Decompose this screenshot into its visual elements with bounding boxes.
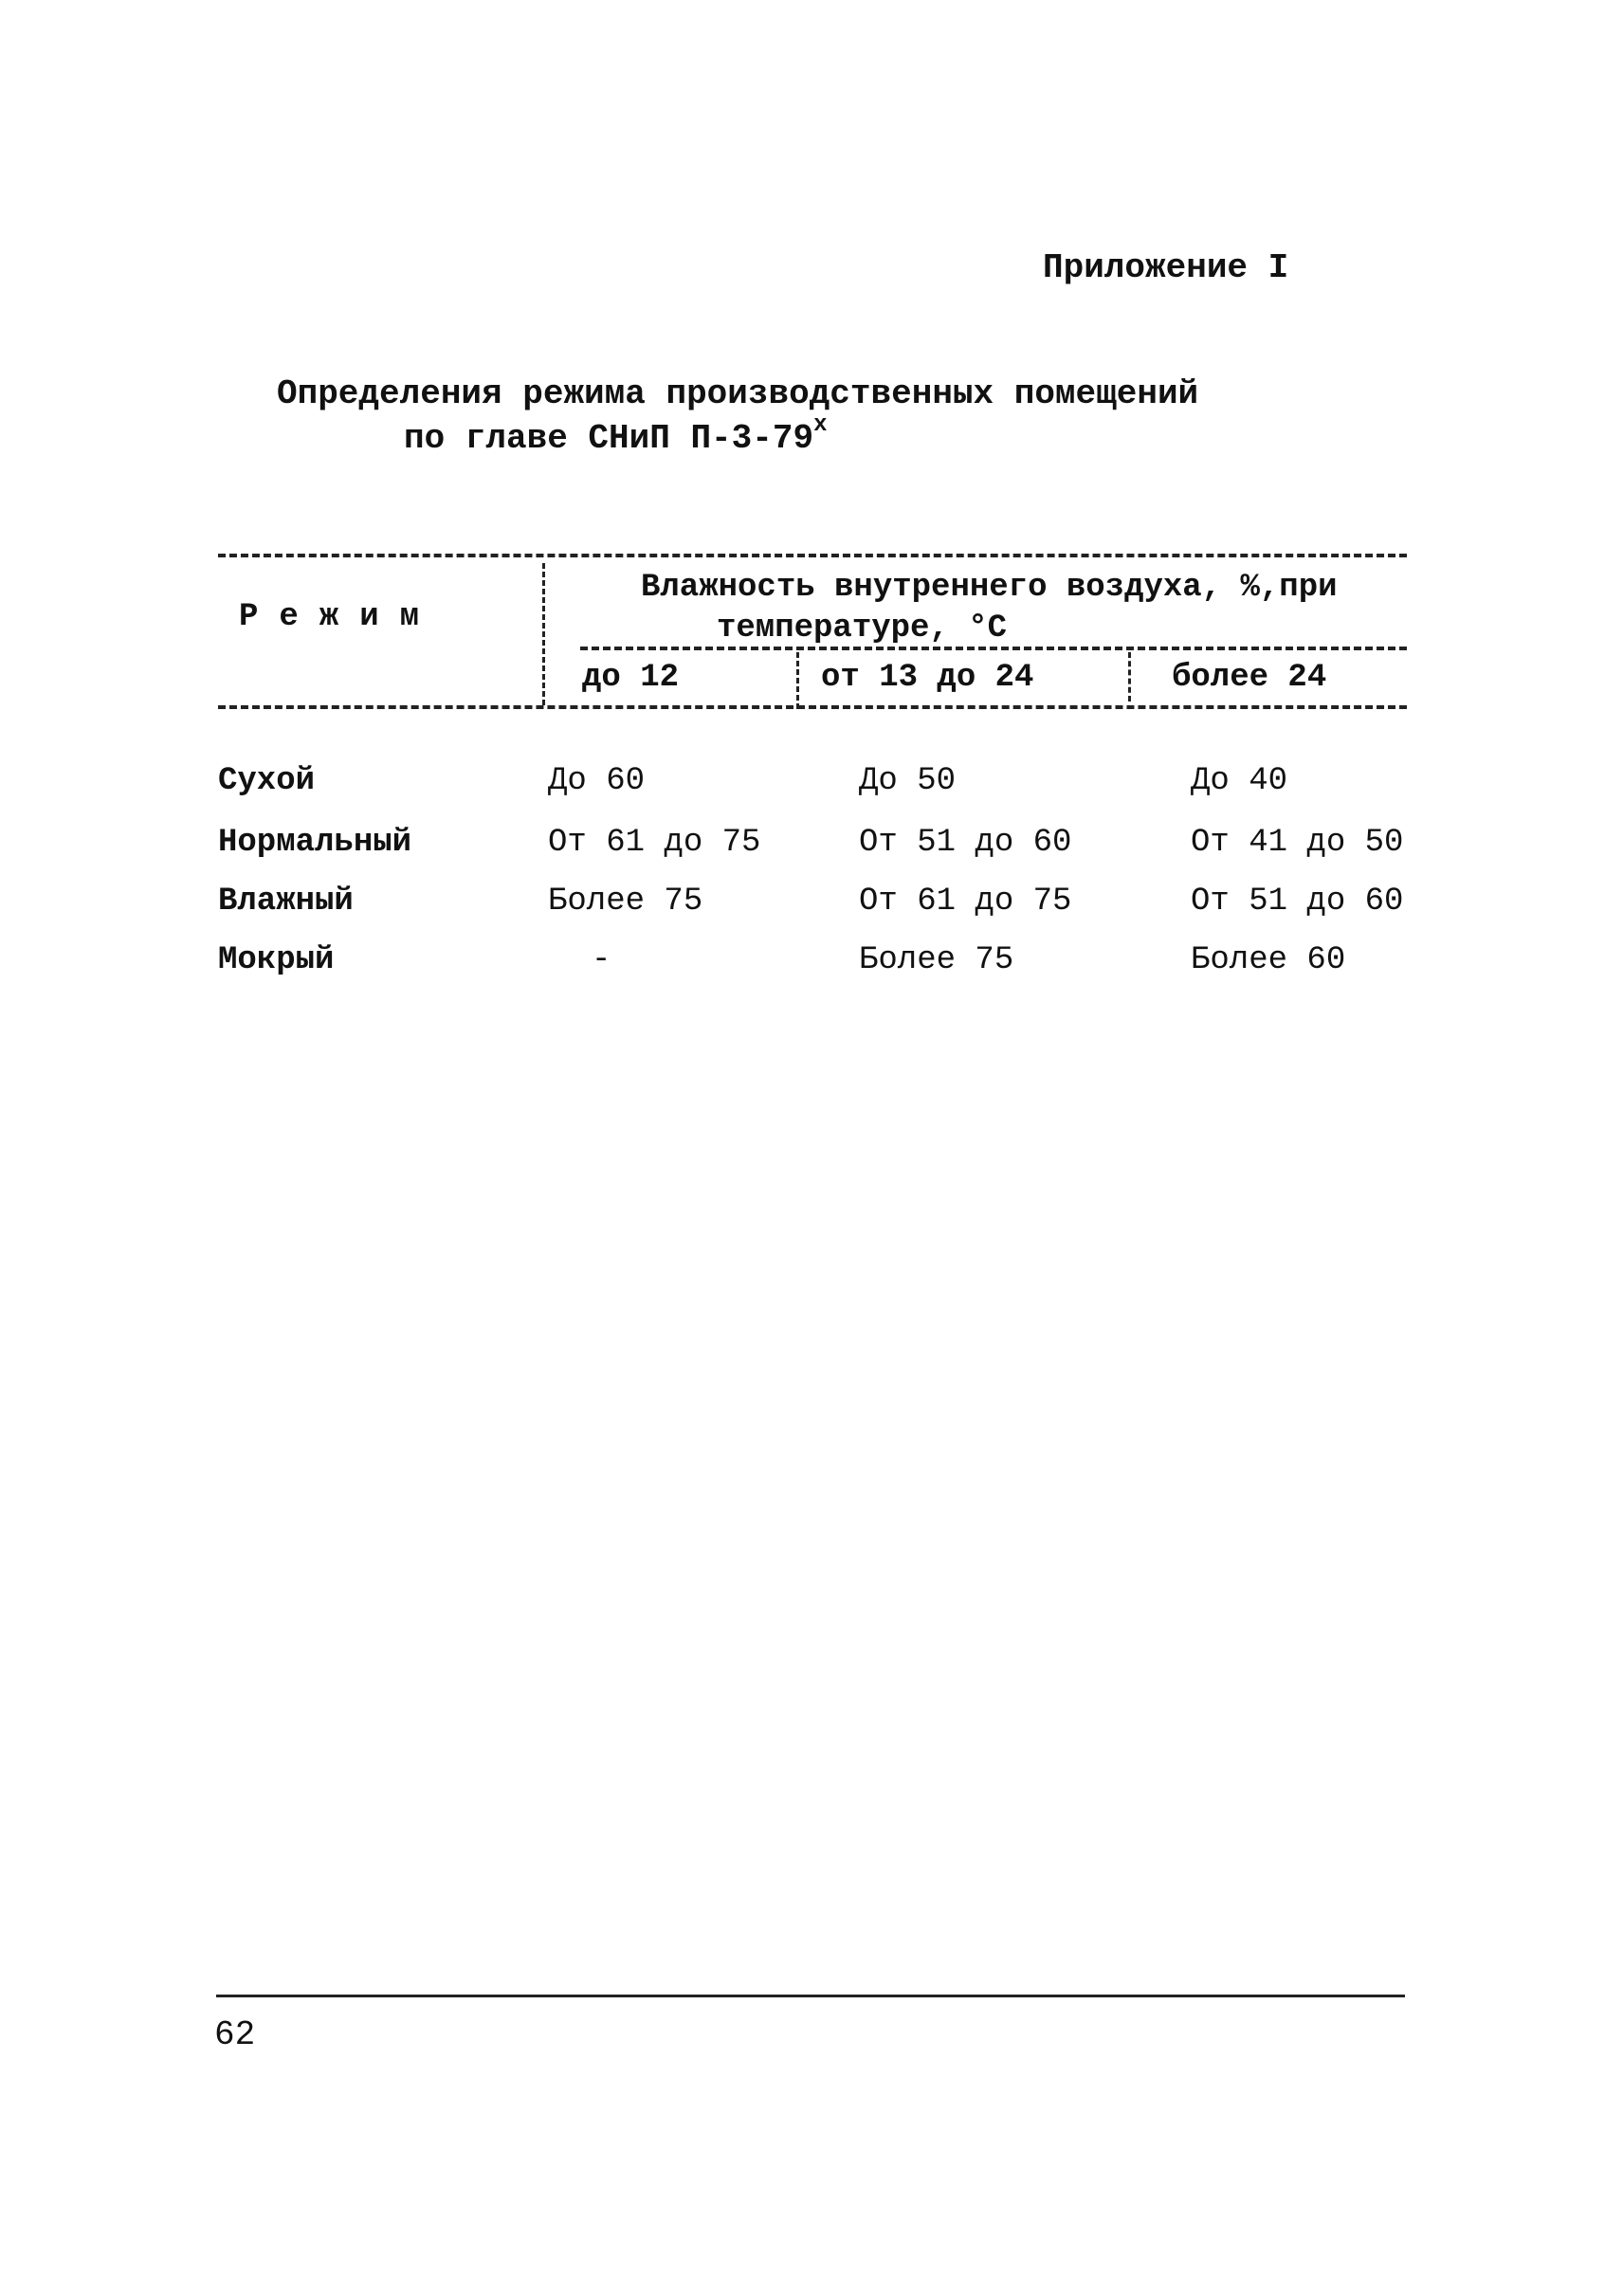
table-cell: Более 60 — [1191, 942, 1346, 978]
column-separator — [1128, 652, 1131, 702]
header-humidity-line2: температуре, °С — [713, 610, 1011, 647]
header-humidity-line1: Влажность внутреннего воздуха, %,при — [641, 570, 1338, 606]
header-mid-rule — [580, 647, 1407, 650]
table-cell: От 51 до 60 — [859, 825, 1072, 861]
appendix-label: Приложение I — [1043, 248, 1289, 287]
table-top-rule — [218, 554, 1407, 557]
table-cell: - — [592, 942, 611, 978]
row-mode-wet: Мокрый — [218, 942, 335, 978]
table-cell: Более 75 — [548, 884, 703, 920]
title-superscript: х — [813, 412, 828, 438]
row-mode-dry: Сухой — [218, 763, 316, 799]
column-separator — [542, 563, 545, 705]
footer-rule — [216, 1995, 1405, 1997]
document-title-line1: Определения режима производственных помещений — [277, 374, 1199, 413]
table-cell: До 40 — [1191, 763, 1288, 799]
document-title-text: по главе СНиП П-3-79 — [404, 419, 814, 458]
table-cell: От 41 до 50 — [1191, 825, 1404, 861]
header-col-13-to-24: от 13 до 24 — [821, 660, 1034, 696]
table-cell: До 60 — [548, 763, 646, 799]
row-mode-humid: Влажный — [218, 884, 354, 920]
table-cell: От 61 до 75 — [859, 884, 1072, 920]
column-separator — [796, 652, 799, 709]
table-cell: До 50 — [859, 763, 957, 799]
header-col-up-to-12: до 12 — [582, 660, 680, 696]
document-title-line2 — [404, 412, 828, 458]
table-cell: Более 75 — [859, 942, 1014, 978]
page-number: 62 — [214, 2015, 256, 2054]
header-col-over-24: более 24 — [1172, 660, 1327, 696]
table-cell: От 51 до 60 — [1191, 884, 1404, 920]
header-bottom-rule — [218, 705, 1407, 709]
table-cell: От 61 до 75 — [548, 825, 761, 861]
header-mode: Режим — [239, 599, 441, 635]
row-mode-normal: Нормальный — [218, 825, 412, 861]
